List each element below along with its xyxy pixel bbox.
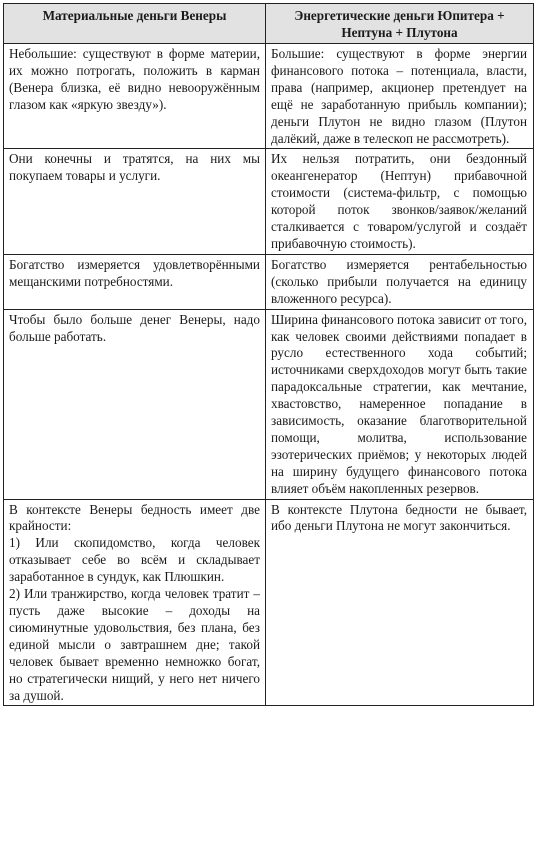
table-cell-venus xyxy=(4,499,266,706)
table-row xyxy=(4,254,534,309)
table-cell-pluto xyxy=(266,254,534,309)
cell-text: Богатство измеряется удовлетворёнными мещанскими потребностями. xyxy=(9,256,260,289)
table-cell-venus xyxy=(4,309,266,499)
table-row xyxy=(4,499,534,706)
table-cell-pluto xyxy=(266,309,534,499)
cell-text: Большие: существуют в форме энергии финансового потока – потенциала, власти, права (например, акционер претендует на ещё не заработанную прибыль компании); деньги Плутон не видно глазом (Плутон далёкий, даже в телескоп не рассмотреть). xyxy=(271,46,527,146)
table-cell-venus xyxy=(4,44,266,149)
cell-text: Они конечны и тратятся, на них мы покупаем товары и услуги. xyxy=(9,151,260,184)
table-cell-pluto xyxy=(266,149,534,254)
column-header-venus: Материальные деньги Венеры xyxy=(4,4,266,44)
column-header-jupiter-neptune-pluto: Энергетические деньги Юпитера + Нептуна + Плутона xyxy=(266,4,534,44)
table-cell-pluto xyxy=(266,499,534,706)
cell-text: В контексте Венеры бедность имеет две крайности: 1) Или скопидомство, когда человек отказывает себе во всём и складывает заработанное в сундук, как Плюшкин. 2) Или транжирство, когда человек тратит – пусть даже высокие – доходы на сиюминутные удовольствия, без плана, без единой мысли о завтрашнем дне; такой человек бывает временно немножко богат, но стратегически нищий, у него нет ничего за душой. xyxy=(9,501,260,703)
table-cell-pluto xyxy=(266,44,534,149)
table-cell-venus xyxy=(4,254,266,309)
table-row xyxy=(4,44,534,149)
table-cell-venus xyxy=(4,149,266,254)
cell-text: Чтобы было больше денег Венеры, надо больше работать. xyxy=(9,311,260,344)
cell-text: Богатство измеряется рентабельностью (сколько прибыли получается на единицу вложенного ресурса). xyxy=(271,256,527,306)
comparison-table xyxy=(3,3,534,706)
table-header-row xyxy=(4,4,534,44)
cell-text: Небольшие: существуют в форме материи, их можно потрогать, положить в карман (Венера близка, её видно невооружённым глазом как «яркую звезду»). xyxy=(9,46,260,112)
cell-text: В контексте Плутона бедности не бывает, ибо деньги Плутона не могут закончиться. xyxy=(271,501,527,534)
table-row xyxy=(4,149,534,254)
cell-text: Их нельзя потратить, они бездонный океангенератор (Нептун) прибавочной стоимости (система-фильтр, с помощью которой поток звонков/заявок/желаний сталкивается с товаром/услугой и создаёт прибавочную стоимость). xyxy=(271,151,527,251)
cell-text: Ширина финансового потока зависит от того, как человек своими действиями попадает в русло естественного хода событий; источниками сверхдоходов могут быть такие парадоксальные стратегии, как мечтание, хвастовство, намеренное попадание в зависимость, оказание благотворительной помощи, молитва, использование эзотерических приёмов; у некоторых людей на ширину будущего финансового потока влияет объём накопленных резервов. xyxy=(271,311,527,496)
table-row xyxy=(4,309,534,499)
